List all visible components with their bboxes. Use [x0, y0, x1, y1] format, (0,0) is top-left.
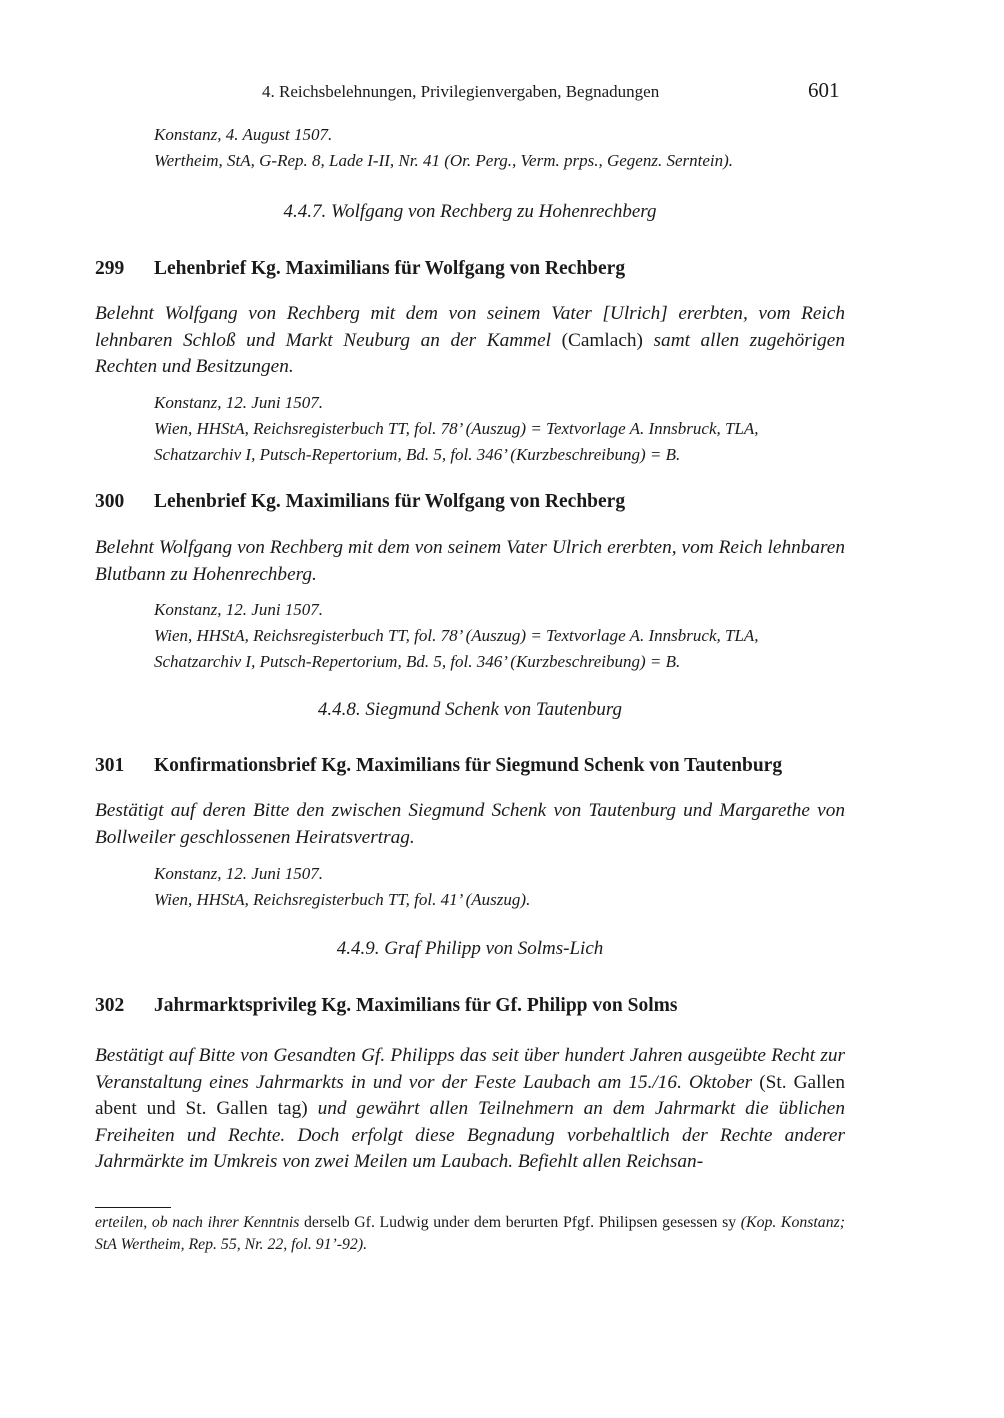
entry-heading-300 — [95, 491, 625, 513]
entry-heading-301 — [95, 755, 782, 777]
entry-summary-301: Bestätigt auf deren Bitte den zwischen Siegmund Schenk von Tautenburg und Margarethe von Bollweiler geschlossenen Heiratsvertrag. — [95, 800, 845, 848]
section-heading-4-4-8: 4.4.8. Siegmund Schenk von Tautenburg — [317, 699, 623, 720]
entry-title: Jahrmarktsprivileg Kg. Maximilians für Gf. Philipp von Solms — [154, 995, 678, 1016]
summary-date-phrase: (St. Gallen abent und St. Gallen tag) — [95, 1071, 845, 1119]
entry-title: Konfirmationsbrief Kg. Maximilians für Siegmund Schenk von Tautenburg — [154, 755, 783, 776]
entry-summary-302 — [95, 1043, 845, 1176]
entry-title: Lehenbrief Kg. Maximilians für Wolfgang von Rechberg — [154, 491, 626, 512]
previous-entry-source — [154, 122, 854, 174]
summary-place-name: (Camlach) — [561, 329, 643, 351]
entry-heading-302 — [95, 995, 677, 1017]
summary-text: Bestätigt auf Bitte von Gesandten Gf. Philipps das seit über hundert Jahren ausgeübte Recht zur Veranstaltung eines Jahrmarkts in und vor der Feste Laubach am 15./16. Oktober — [95, 1045, 845, 1093]
source-archive: Wien, HHStA, Reichsregisterbuch TT, fol. 41’ (Auszug). — [154, 890, 531, 909]
source-archive: Wertheim, StA, G-Rep. 8, Lade I-II, Nr. 41 (Or. Perg., Verm. prps., Gegenz. Serntein). — [154, 151, 734, 170]
running-header: 4. Reichsbelehnungen, Privilegienvergaben, Begnadungen — [262, 82, 660, 101]
entry-source-301 — [154, 861, 854, 913]
entry-number: 300 — [95, 491, 125, 512]
source-date: Konstanz, 12. Juni 1507. — [154, 393, 324, 412]
section-heading-4-4-9: 4.4.9. Graf Philipp von Solms-Lich — [336, 938, 604, 959]
footnote-citation: (Kop. Konstanz; StA Wertheim, Rep. 55, Nr. 22, fol. 91’-92). — [95, 1214, 846, 1253]
source-date: Konstanz, 12. Juni 1507. — [154, 600, 324, 619]
entry-number: 299 — [95, 258, 125, 279]
entry-summary-299 — [95, 301, 845, 381]
source-archive: Schatzarchiv I, Putsch-Repertorium, Bd. 5, fol. 346’ (Kurzbeschreibung) = B. — [154, 445, 681, 464]
footnote-quote: derselb Gf. Ludwig under dem berurten Pfgf. Philipsen gesessen sy — [304, 1214, 737, 1231]
section-heading-4-4-7: 4.4.7. Wolfgang von Rechberg zu Hohenrechberg — [283, 201, 657, 222]
entry-number: 301 — [95, 755, 125, 776]
source-archive: Wien, HHStA, Reichsregisterbuch TT, fol. 78’ (Auszug) = Textvorlage A. Innsbruck, TLA, — [154, 419, 759, 438]
summary-text: Belehnt Wolfgang von Rechberg mit dem von seinem Vater [Ulrich] ererbten, vom Reich lehnbaren Schloß und Markt Neuburg an der Kammel — [95, 303, 845, 351]
entry-summary-300: Belehnt Wolfgang von Rechberg mit dem von seinem Vater Ulrich ererbten, vom Reich lehnbaren Blutbann zu Hohenrechberg. — [95, 537, 845, 585]
source-date: Konstanz, 12. Juni 1507. — [154, 864, 324, 883]
entry-source-299 — [154, 390, 854, 468]
footnote-rule — [95, 1207, 171, 1208]
summary-text: samt allen zugehörigen Rechten und Besitzungen. — [95, 329, 845, 377]
entry-source-300 — [154, 597, 854, 675]
entry-number: 302 — [95, 995, 125, 1016]
entry-heading-299 — [95, 258, 625, 280]
footnote-italic-text: erteilen, ob nach ihrer Kenntnis — [95, 1214, 300, 1231]
source-date: Konstanz, 4. August 1507. — [154, 125, 333, 144]
footnote — [95, 1212, 845, 1255]
entry-title: Lehenbrief Kg. Maximilians für Wolfgang von Rechberg — [154, 258, 626, 279]
source-archive: Schatzarchiv I, Putsch-Repertorium, Bd. 5, fol. 346’ (Kurzbeschreibung) = B. — [154, 652, 681, 671]
summary-text: und gewährt allen Teilnehmern an dem Jahrmarkt die üblichen Freiheiten und Rechte. Doch erfolgt diese Begnadung vorbehaltlich der Rechte anderer Jahrmärkte im Umkreis von zwei Meilen um Laubach. Befiehlt allen Reichsan- — [95, 1098, 846, 1172]
source-archive: Wien, HHStA, Reichsregisterbuch TT, fol. 78’ (Auszug) = Textvorlage A. Innsbruck, TLA, — [154, 626, 759, 645]
page-number: 601 — [808, 78, 840, 102]
